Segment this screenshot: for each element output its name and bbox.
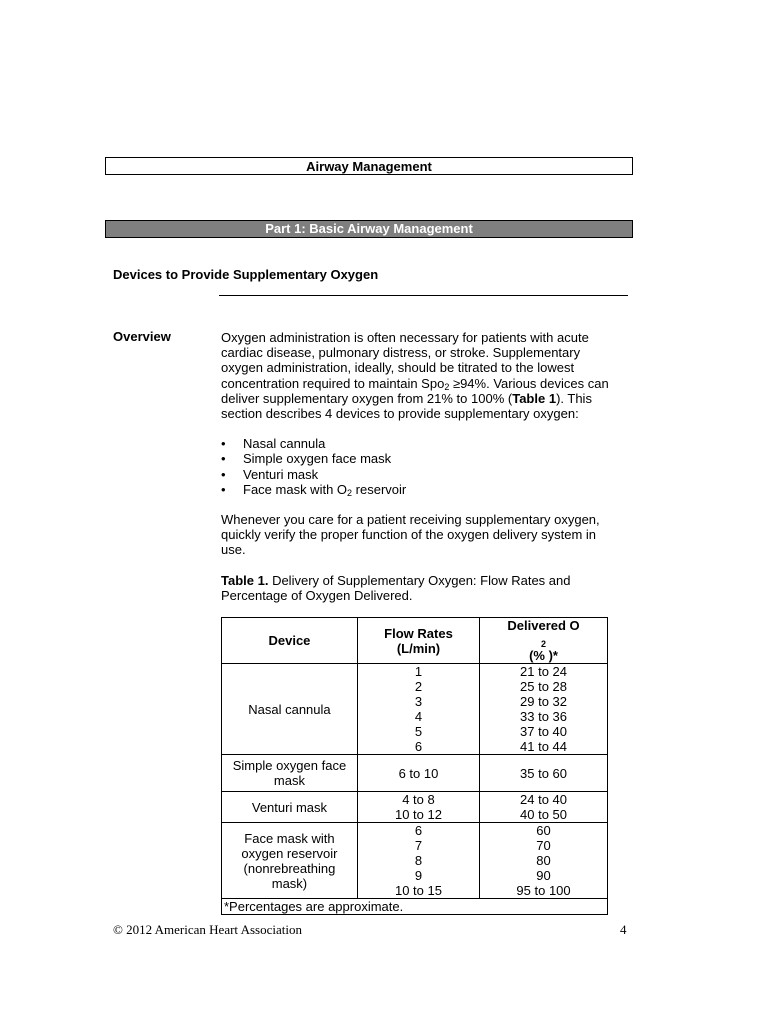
oxygen-delivery-table [221,617,608,915]
table-row [222,823,608,899]
cell-value: 40 to 50 [520,807,568,822]
cell-flow [357,792,479,823]
verify-paragraph: Whenever you care for a patient receiving supplementary oxygen, quickly verify the proper function of the oxygen delivery system in use. [221,512,600,558]
header-line: (L/min) [396,640,441,656]
list-item-label: Venturi mask [243,466,319,482]
subscript: 2 [541,639,547,649]
caption-label: Table 1. [221,572,269,588]
cell-value: 24 to 40 [520,792,568,807]
list-item [221,482,616,497]
cell-o2 [480,792,608,823]
para-text: Oxygen administration is often necessary for patients with acute cardiac disease, pulmonary distress, or stroke. Supplementary oxygen administration, ideally, should be titrated to the lowest concentration required to maintain Spo [221,330,589,391]
list-item-label: reservoir [352,481,407,497]
cell-value: 1 [414,664,423,679]
cell-value: 6 [414,739,423,754]
header-text: Delivered O [507,618,580,633]
bullet-icon: • [221,481,226,497]
cell-device: Nasal cannula [222,664,358,755]
para-text: ). This section describes 4 devices to provide supplementary oxygen: [221,390,592,422]
section-heading: Devices to Provide Supplementary Oxygen [113,267,379,282]
footer-copyright: © 2012 American Heart Association [113,922,302,937]
cell-device [222,823,358,899]
cell-value: 37 to 40 [520,724,568,739]
subscript: 2 [347,487,353,498]
table-row [222,755,608,792]
part-heading: Part 1: Basic Airway Management [105,220,633,238]
overview-label: Overview [113,329,171,344]
table-footnote-row [222,899,608,915]
overview-paragraph [221,330,616,421]
list-item [221,436,616,451]
bullet-icon: • [221,451,226,467]
header-flow-rates [357,618,479,664]
cell-value: 8 [414,853,423,868]
cell-flow: 6 to 10 [357,755,479,792]
list-item-label: Face mask with O [243,481,348,497]
table-row [222,664,608,755]
cell-value: Face mask with [244,830,335,846]
cell-value: 41 to 44 [520,739,568,754]
table-caption [221,573,616,603]
cell-value: 33 to 36 [520,709,568,724]
subscript: 2 [444,381,450,392]
bullet-icon: • [221,466,226,482]
list-item-label: Simple oxygen face mask [243,451,392,467]
cell-value: 80 [536,853,551,868]
cell-value: 3 [414,694,423,709]
header-line [482,618,605,648]
cell-value: 7 [414,838,423,853]
cell-value: 2 [414,679,423,694]
cell-value: 4 to 8 [402,792,435,807]
header-device: Device [222,618,358,664]
cell-value: mask [273,773,305,788]
document-title: Airway Management [105,157,633,175]
cell-flow [357,823,479,899]
cell-value: (nonrebreathing [243,860,336,876]
list-item [221,451,616,466]
list-item-label: Nasal cannula [243,436,326,452]
cell-value: 5 [414,724,423,739]
cell-value: mask) [271,875,308,891]
cell-value: oxygen reservoir [241,845,338,861]
cell-o2 [480,823,608,899]
device-list [221,436,616,497]
cell-value: 4 [414,709,423,724]
cell-device: Venturi mask [222,792,358,823]
header-line: (% )* [529,648,558,663]
cell-value: 25 to 28 [520,679,568,694]
cell-value: 6 [414,823,423,838]
cell-value: Simple oxygen face [232,758,347,773]
caption-text: Delivery of Supplementary Oxygen: Flow Rates and Percentage of Oxygen Delivered. [221,572,571,603]
table-row [222,792,608,823]
cell-value: 95 to 100 [516,883,571,898]
cell-o2: 35 to 60 [480,755,608,792]
table-reference: Table 1 [512,390,557,406]
cell-flow [357,664,479,755]
header-delivered-o2 [480,618,608,664]
section-divider [219,295,628,296]
cell-value: 10 to 12 [394,807,442,822]
table-header-row [222,618,608,664]
header-line: Flow Rates [384,625,453,641]
cell-value: 90 [536,868,551,883]
cell-value: 10 to 15 [394,883,442,898]
para-text: ≥94%. Various devices can deliver supplementary oxygen from 21% to 100% ( [221,375,609,406]
overview-text [221,330,616,603]
list-item [221,467,616,482]
cell-device [222,755,358,792]
table-footnote: *Percentages are approximate. [222,899,608,915]
cell-o2 [480,664,608,755]
page-number: 4 [620,922,627,937]
cell-value: 21 to 24 [520,664,568,679]
bullet-icon: • [221,436,226,452]
cell-value: 9 [414,868,423,883]
cell-value: 70 [536,838,551,853]
cell-value: 29 to 32 [520,694,568,709]
cell-value: 60 [536,823,551,838]
